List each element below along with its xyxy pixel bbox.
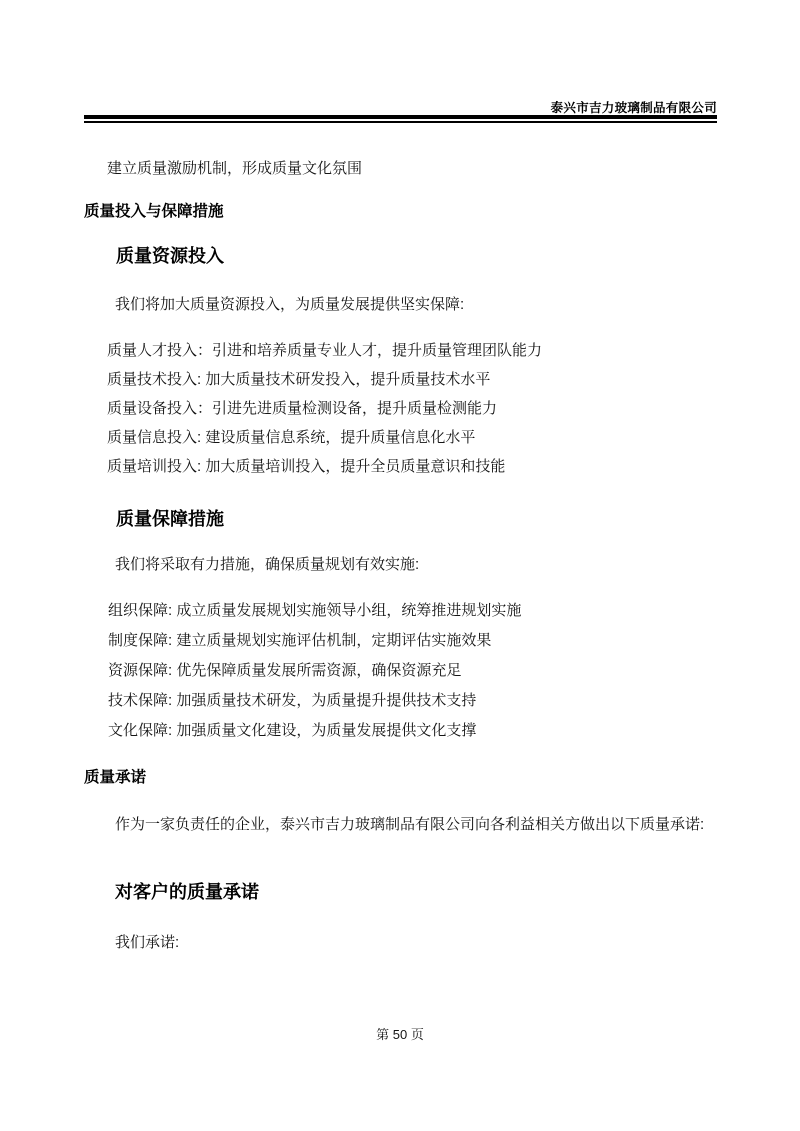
- quality-commitment-lead: 作为一家负责任的企业，泰兴市吉力玻璃制品有限公司向各利益相关方做出以下质量承诺:: [115, 816, 705, 833]
- resource-investment-lead: 我们将加大质量资源投入，为质量发展提供坚实保障:: [115, 296, 465, 313]
- list-item-training-investment: 质量培训投入: 加大质量培训投入，提升全员质量意识和技能: [107, 458, 506, 475]
- header-rule-thick: [84, 115, 717, 119]
- heading-resource-investment: 质量资源投入: [116, 246, 224, 266]
- list-item-culture-safeguard: 文化保障: 加强质量文化建设，为质量发展提供文化支撑: [108, 722, 477, 739]
- list-item-system-safeguard: 制度保障: 建立质量规划实施评估机制，定期评估实施效果: [108, 632, 492, 649]
- list-item-technology-investment: 质量技术投入: 加大质量技术研发投入，提升质量技术水平: [107, 371, 491, 388]
- quality-safeguard-lead: 我们将采取有力措施，确保质量规划有效实施:: [115, 556, 420, 573]
- heading-quality-safeguard: 质量保障措施: [116, 509, 224, 529]
- list-item-organization-safeguard: 组织保障: 成立质量发展规划实施领导小组，统筹推进规划实施: [108, 602, 522, 619]
- heading-customer-commitment: 对客户的质量承诺: [115, 882, 259, 902]
- list-item-information-investment: 质量信息投入: 建设质量信息系统，提升质量信息化水平: [107, 429, 476, 446]
- intro-line: 建立质量激励机制，形成质量文化氛围: [107, 160, 363, 177]
- page-number: 第 50 页: [376, 1027, 424, 1042]
- list-item-technology-safeguard: 技术保障: 加强质量技术研发，为质量提升提供技术支持: [108, 692, 477, 709]
- customer-commitment-lead: 我们承诺:: [115, 934, 180, 951]
- list-item-resource-safeguard: 资源保障: 优先保障质量发展所需资源，确保资源充足: [108, 662, 462, 679]
- list-item-equipment-investment: 质量设备投入：引进先进质量检测设备，提升质量检测能力: [107, 400, 498, 417]
- list-item-talent-investment: 质量人才投入：引进和培养质量专业人才，提升质量管理团队能力: [107, 342, 543, 359]
- header-rule-thin: [84, 121, 717, 123]
- header-company-name: 泰兴市吉力玻璃制品有限公司: [550, 101, 717, 115]
- heading-investment-and-safeguard: 质量投入与保障措施: [84, 203, 224, 220]
- heading-quality-commitment: 质量承诺: [84, 769, 147, 786]
